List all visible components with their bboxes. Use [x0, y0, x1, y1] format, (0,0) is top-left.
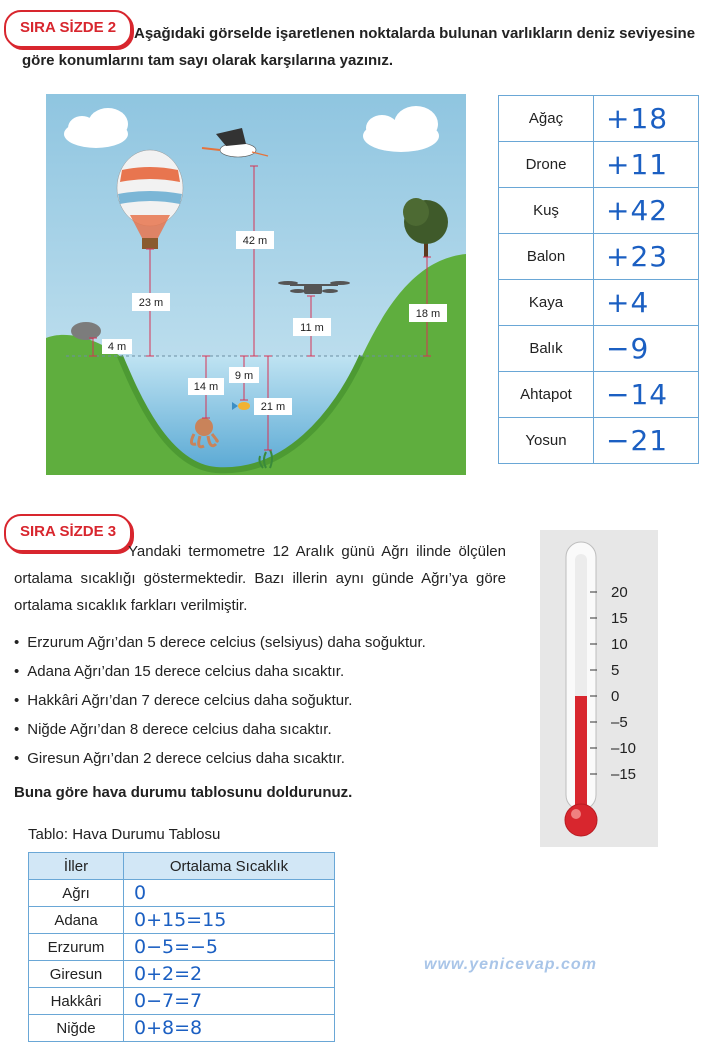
- section-2-badge: SIRA SİZDE 2: [4, 10, 132, 48]
- answer-value: −14: [594, 372, 699, 418]
- answer-row: [499, 234, 699, 280]
- table-cell-city: Adana: [29, 907, 124, 934]
- table-cell-city: Giresun: [29, 961, 124, 988]
- table-row: [29, 934, 335, 961]
- label-seaweed: [254, 398, 292, 415]
- thermometer-tick-label: –15: [611, 766, 637, 783]
- svg-text:21 m: 21 m: [260, 401, 286, 413]
- svg-text:11 m: 11 m: [300, 322, 324, 334]
- list-item: • Erzurum Ağrı’dan 5 derece celcius (selsiyus) daha soğuktur.: [14, 628, 514, 657]
- svg-text:18 m: 18 m: [415, 308, 441, 320]
- watermark: www.yenicevap.com: [424, 956, 597, 973]
- answer-value: +23: [594, 234, 699, 280]
- answer-item: Kaya: [499, 280, 594, 326]
- svg-text:42 m: 42 m: [242, 235, 268, 247]
- answer-row: [499, 280, 699, 326]
- table-row: [29, 988, 335, 1015]
- thermometer-tick-label: 10: [611, 636, 628, 653]
- answer-value: +42: [594, 188, 699, 234]
- weather-table: [28, 852, 335, 1042]
- answer-item: Ahtapot: [499, 372, 594, 418]
- svg-text:14 m: 14 m: [193, 381, 219, 393]
- thermometer-tick-label: –10: [611, 740, 637, 757]
- thermometer: [540, 530, 658, 847]
- sea-level-illustration: [46, 94, 466, 475]
- table-row: [29, 907, 335, 934]
- weather-table-caption: Tablo: Hava Durumu Tablosu: [28, 826, 221, 843]
- thermometer-tick-label: 15: [611, 610, 628, 627]
- answer-value: +18: [594, 96, 699, 142]
- city-difference-list: [14, 628, 514, 773]
- section-3-badge: SIRA SİZDE 3: [4, 514, 132, 552]
- table-cell-temp: 0−5=−5: [124, 934, 335, 961]
- answer-value: −21: [594, 418, 699, 464]
- answer-item: Balık: [499, 326, 594, 372]
- thermometer-tick-label: 20: [611, 584, 628, 601]
- table-cell-city: Niğde: [29, 1015, 124, 1042]
- table-cell-city: Ağrı: [29, 880, 124, 907]
- svg-text:9 m: 9 m: [234, 370, 254, 382]
- list-item: • Niğde Ağrı’dan 8 derece celcius daha sıcaktır.: [14, 715, 514, 744]
- table-cell-temp: 0+15=15: [124, 907, 335, 934]
- answer-table: [498, 95, 699, 464]
- answer-row: [499, 326, 699, 372]
- table-cell-temp: 0+8=8: [124, 1015, 335, 1042]
- table-cell-temp: 0−7=7: [124, 988, 335, 1015]
- answer-item: Ağaç: [499, 96, 594, 142]
- label-stone: [102, 339, 132, 354]
- table-cell-city: Hakkâri: [29, 988, 124, 1015]
- table-row: [29, 880, 335, 907]
- label-drone: [293, 318, 331, 336]
- list-item: • Giresun Ağrı’dan 2 derece celcius daha sıcaktır.: [14, 744, 514, 773]
- answer-row: [499, 96, 699, 142]
- answer-value: +11: [594, 142, 699, 188]
- thermometer-bulb: [565, 804, 597, 836]
- label-tree: [409, 304, 447, 322]
- weather-header-city: İller: [29, 853, 124, 880]
- table-row: [29, 1015, 335, 1042]
- answer-item: Kuş: [499, 188, 594, 234]
- svg-text:4 m: 4 m: [107, 341, 127, 353]
- label-balloon: [132, 293, 170, 311]
- answer-value: −9: [594, 326, 699, 372]
- label-bird: [236, 231, 274, 249]
- table-row: [29, 961, 335, 988]
- stone: [71, 322, 101, 340]
- answer-value: +4: [594, 280, 699, 326]
- section-3-paragraph: Yandaki termometre 12 Aralık günü Ağrı ilinde ölçülen ortalama sıcaklığı göstermektedir. Bazı illerin aynı günde Ağrı’ya göre ortalama sıcaklık farkları verilmiştir.: [14, 543, 506, 614]
- answer-item: Balon: [499, 234, 594, 280]
- section-3-conclusion: Buna göre hava durumu tablosunu doldurunuz.: [14, 784, 353, 801]
- thermometer-tick-label: –5: [611, 714, 628, 731]
- answer-row: [499, 418, 699, 464]
- table-cell-city: Erzurum: [29, 934, 124, 961]
- label-octopus: [188, 378, 224, 395]
- table-cell-temp: 0+2=2: [124, 961, 335, 988]
- thermometer-tick-label: 5: [611, 662, 620, 679]
- answer-row: [499, 372, 699, 418]
- answer-item: Drone: [499, 142, 594, 188]
- section-2-instruction: Aşağıdaki görselde işaretlenen noktalarda bulunan varlıkların deniz seviyesine göre konumlarını tam sayı olarak karşılarına yazınız.: [22, 25, 696, 69]
- list-item: • Hakkâri Ağrı’dan 7 derece celcius daha soğuktur.: [14, 686, 514, 715]
- thermometer-liquid: [575, 696, 587, 810]
- answer-row: [499, 142, 699, 188]
- label-fish: [229, 367, 259, 383]
- answer-row: [499, 188, 699, 234]
- answer-item: Yosun: [499, 418, 594, 464]
- table-cell-temp: 0: [124, 880, 335, 907]
- thermometer-tick-label: 0: [611, 688, 620, 705]
- svg-text:23 m: 23 m: [138, 297, 164, 309]
- list-item: • Adana Ağrı’dan 15 derece celcius daha sıcaktır.: [14, 657, 514, 686]
- weather-header-temp: Ortalama Sıcaklık: [124, 853, 335, 880]
